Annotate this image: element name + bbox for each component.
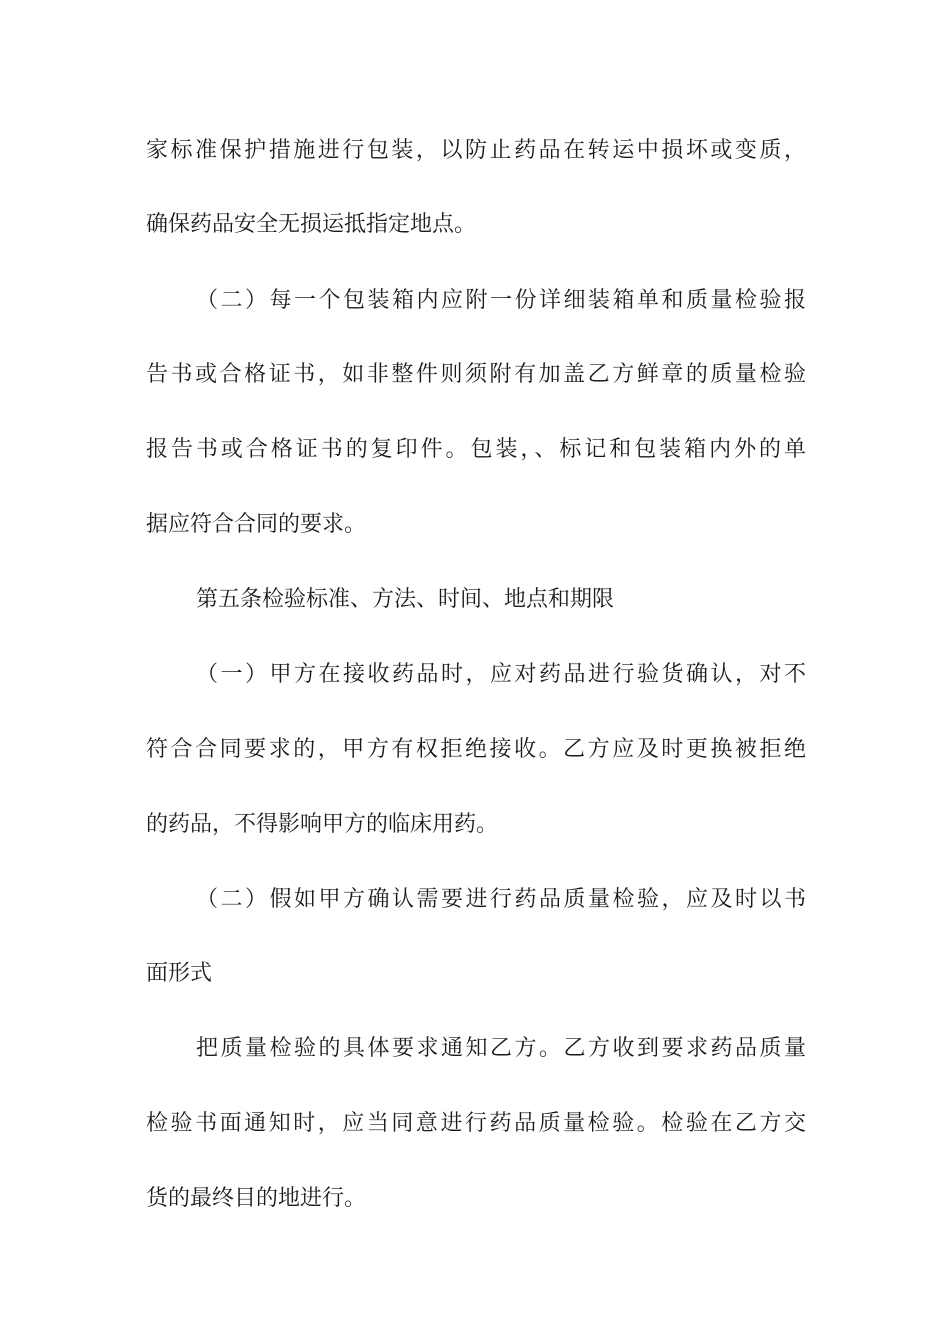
text-line: 面形式 [146,961,213,986]
paragraph-start-line: （一）甲方在接收药品时，应对药品进行验货确认，对不 [196,662,806,687]
paragraph-start-line: （二）每一个包装箱内应附一份详细装箱单和质量检验报 [196,288,806,313]
paragraph-start-line: 把质量检验的具体要求通知乙方。乙方收到要求药品质量 [196,1036,806,1061]
text-line: 告书或合格证书，如非整件则须附有加盖乙方鲜章的质量检验 [146,362,806,387]
paragraph-start-line: （二）假如甲方确认需要进行药品质量检验，应及时以书 [196,887,806,912]
text-line: 检验书面通知时，应当同意进行药品质量检验。检验在乙方交 [146,1111,806,1136]
text-line: 的药品，不得影响甲方的临床用药。 [146,812,499,837]
text-line: 确保药品安全无损运抵指定地点。 [146,212,477,237]
text-line: 符合合同要求的，甲方有权拒绝接收。乙方应及时更换被拒绝 [146,737,806,762]
article-heading: 第五条检验标准、方法、时间、地点和期限 [196,587,615,612]
text-line: 报告书或合格证书的复印件。包装，、标记和包装箱内外的单 [146,437,806,462]
text-line: 家标准保护措施进行包装，以防止药品在转运中损坏或变质， [146,138,806,163]
text-line: 货的最终目的地进行。 [146,1186,367,1211]
text-line: 据应符合合同的要求。 [146,512,367,537]
